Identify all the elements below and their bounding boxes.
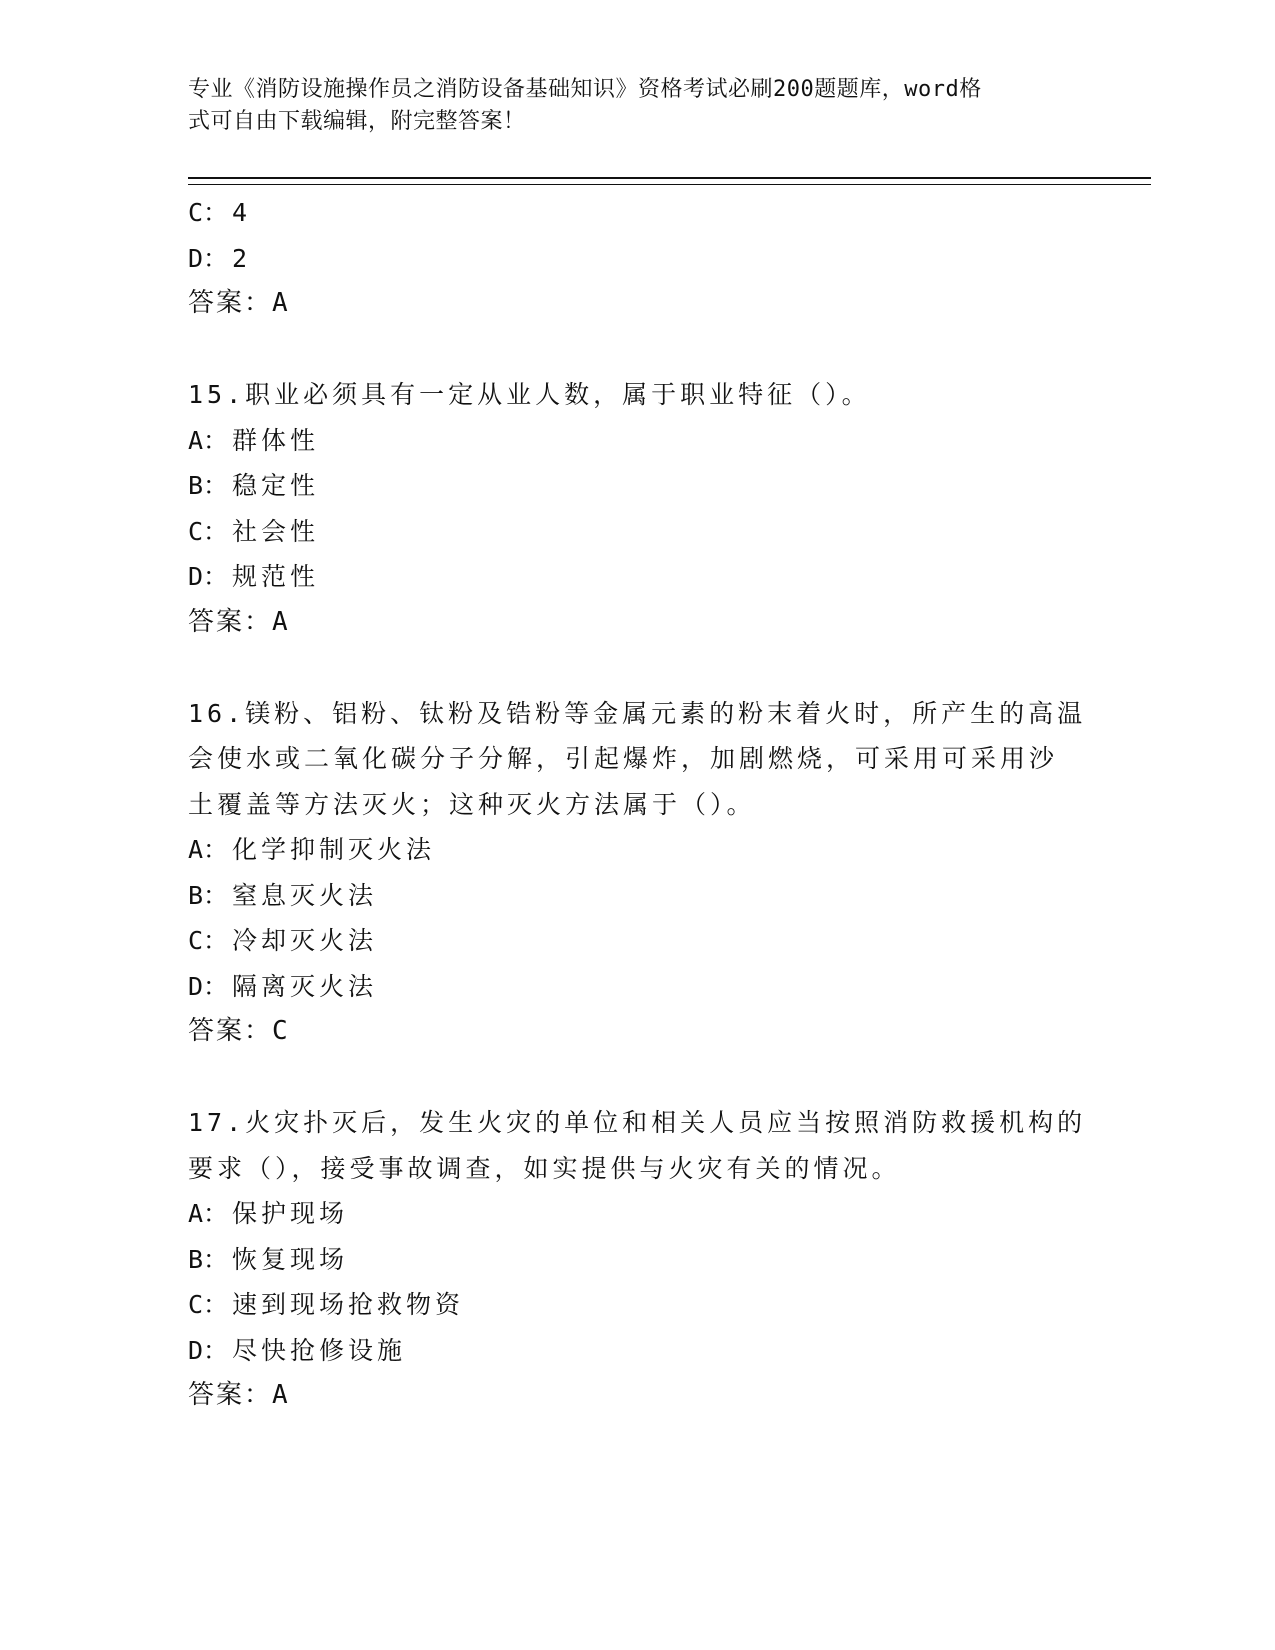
option-d: D： 尽快抢修设施	[188, 1335, 407, 1365]
question-stem: 16.镁粉、铝粉、钛粉及锆粉等金属元素的粉末着火时，所产生的高温	[188, 698, 1087, 728]
option-d: D： 规范性	[188, 562, 320, 591]
option-d: D： 2	[188, 243, 252, 273]
question-17	[188, 1100, 1088, 1419]
document-header	[188, 74, 1068, 138]
option-a: A： 保护现场	[188, 1199, 349, 1228]
header-line-2: 式可自由下载编辑，附完整答案！	[188, 109, 526, 134]
answer-line: 答案：A	[188, 606, 290, 637]
option-c: C： 速到现场抢救物资	[188, 1290, 465, 1319]
option-a: A： 群体性	[188, 425, 320, 455]
option-c: C： 4	[188, 198, 252, 227]
option-b: B： 窒息灭火法	[188, 880, 378, 910]
question-stem: 会使水或二氧化碳分子分解，引起爆炸，加剧燃烧，可采用可采用沙	[188, 744, 1059, 773]
answer-line: 答案：A	[188, 288, 290, 318]
option-a: A： 化学抑制灭火法	[188, 835, 436, 864]
option-c: C： 社会性	[188, 516, 320, 546]
question-list	[188, 190, 1088, 1419]
question-stem: 要求（），接受事故调查，如实提供与火灾有关的情况。	[188, 1153, 901, 1183]
answer-line: 答案：A	[188, 1380, 290, 1410]
answer-line: 答案：C	[188, 1016, 290, 1046]
carryover-block	[188, 190, 1088, 327]
question-stem: 15.职业必须具有一定从业人数，属于职业特征（）。	[188, 380, 871, 409]
option-b: B： 稳定性	[188, 471, 320, 500]
question-stem: 17.火灾扑灭后，发生火灾的单位和相关人员应当按照消防救援机构的	[188, 1108, 1087, 1137]
option-b: B： 恢复现场	[188, 1244, 349, 1274]
question-16	[188, 691, 1088, 1055]
header-line-1: 专业《消防设施操作员之消防设备基础知识》资格考试必刷200题题库，word格	[188, 77, 982, 102]
option-c: C： 冷却灭火法	[188, 926, 378, 955]
question-stem: 土覆盖等方法灭火；这种灭火方法属于（）。	[188, 789, 756, 819]
header-divider	[188, 177, 1151, 185]
option-d: D： 隔离灭火法	[188, 971, 378, 1001]
question-15	[188, 372, 1088, 645]
